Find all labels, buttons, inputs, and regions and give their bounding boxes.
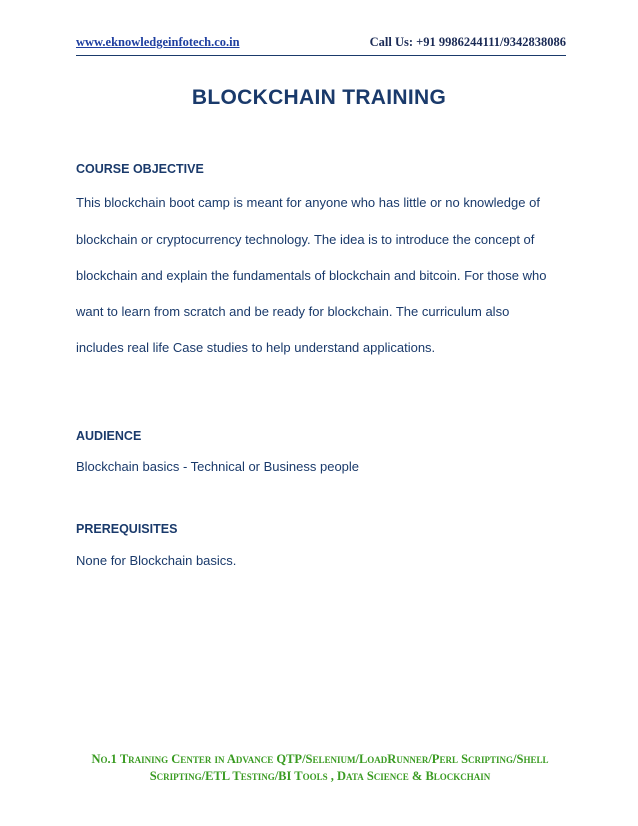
phone-number: Call Us: +91 9986244111/9342838086	[369, 35, 566, 49]
audience-heading: AUDIENCE	[76, 429, 142, 443]
prerequisites-heading: PREREQUISITES	[76, 522, 178, 536]
course-objective-heading: COURSE OBJECTIVE	[76, 162, 204, 176]
prerequisites-text: None for Blockchain basics.	[76, 553, 237, 568]
course-objective-line-4: want to learn from scratch and be ready for blockchain. The curriculum also	[76, 304, 510, 319]
audience-text: Blockchain basics - Technical or Business people	[76, 459, 360, 474]
course-objective-line-5: includes real life Case studies to help understand applications.	[76, 340, 436, 355]
page-header	[76, 33, 566, 56]
course-objective-line-1: This blockchain boot camp is meant for anyone who has little or no knowledge of	[76, 195, 540, 210]
course-objective-line-2: blockchain or cryptocurrency technology. The idea is to introduce the concept of	[76, 232, 535, 247]
page-title: BLOCKCHAIN TRAINING	[191, 86, 447, 109]
page-footer	[70, 751, 570, 785]
website-link[interactable]: www.eknowledgeinfotech.co.in	[76, 35, 240, 49]
course-objective-line-3: blockchain and explain the fundamentals of blockchain and bitcoin. For those who	[76, 268, 547, 283]
footer-line-2: Scripting/ETL Testing/BI Tools , Data Science & Blockchain	[149, 769, 491, 783]
footer-line-1: No.1 Training Center in Advance QTP/Selenium/LoadRunner/Perl Scripting/Shell	[91, 752, 549, 766]
